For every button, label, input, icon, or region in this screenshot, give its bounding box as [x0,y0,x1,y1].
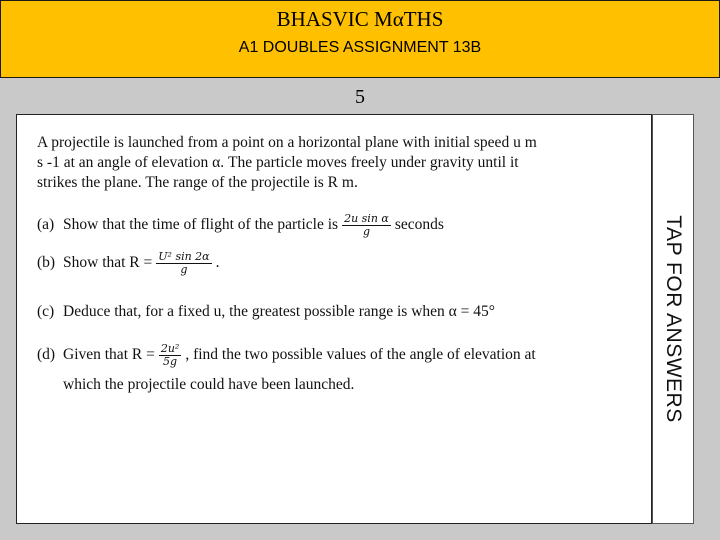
part-a-label: (a) [37,216,55,233]
part-d-text: Given that R = [63,346,155,363]
header-banner [0,0,720,78]
part-d-label: (d) [37,346,56,363]
fraction-denominator: g [362,224,370,238]
given-range-fraction [159,343,182,368]
question-intro-line-1: A projectile is launched from a point on a horizontal plane with initial speed u m [37,134,537,151]
question-parts [37,209,637,395]
range-fraction [156,251,211,276]
answers-button-label: TAP FOR ANSWERS [662,215,685,423]
question-body [37,133,637,395]
part-d-end: , find the two possible values of the angle of elevation at [185,346,536,363]
assignment-subtitle: A1 DOUBLES ASSIGNMENT 13B [238,39,482,56]
fraction-numerator: 2u² [160,341,180,355]
fraction-numerator: 2u sin α [344,211,389,225]
question-intro-line-3: strikes the plane. The range of the projectile is R m. [37,174,358,191]
question-intro-line-2: s -1 at an angle of elevation α. The particle moves freely under gravity until it [37,154,519,171]
part-c-text: Deduce that, for a fixed u, the greatest possible range is when α = 45° [63,303,495,320]
fraction-numerator: U² sin 2α [158,249,210,263]
part-b-end: . [215,254,220,271]
part-b [37,243,637,283]
part-d [37,337,637,373]
part-d-continuation: which the projectile could have been launched. [63,376,355,393]
fraction-denominator: 5g [163,354,178,368]
part-a-end: seconds [394,216,444,233]
part-a-text: Show that the time of flight of the particle is [63,216,339,233]
page-title: BHASVIC MαTHS [276,7,444,31]
time-of-flight-fraction [342,213,391,238]
part-a [37,209,637,241]
part-c-label: (c) [37,303,55,320]
question-card [16,114,652,524]
part-b-text: Show that R = [63,254,153,271]
fraction-denominator: g [180,262,188,276]
part-b-label: (b) [37,254,56,271]
question-number: 5 [355,86,365,108]
tap-for-answers-button[interactable] [652,114,694,524]
part-c [37,295,637,329]
